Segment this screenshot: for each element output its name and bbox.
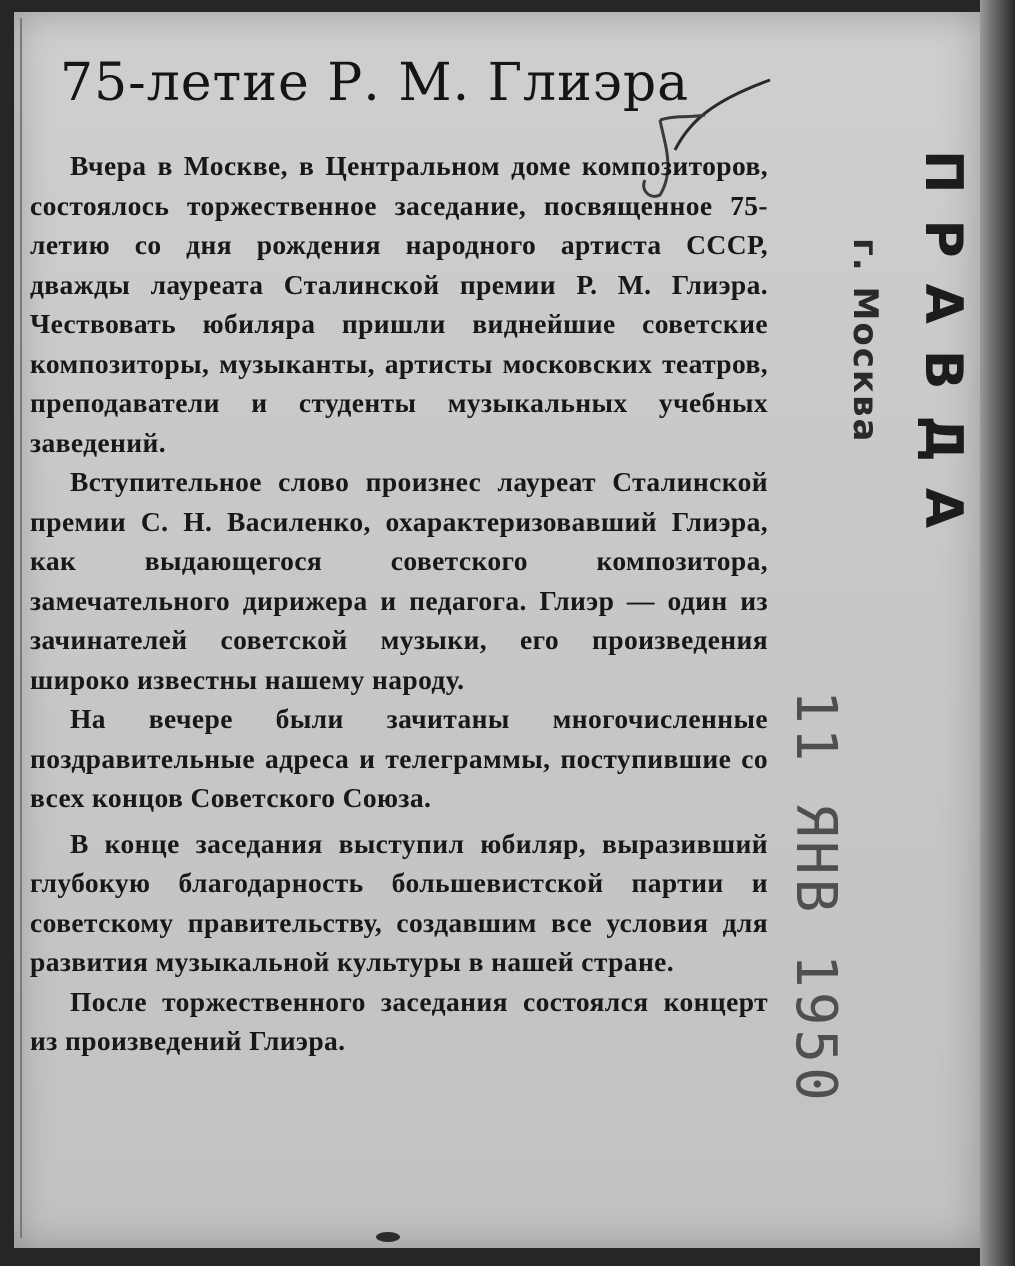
article-paragraph-5: После торжественного заседания состоялся концерт из произведений Глиэра. xyxy=(30,985,768,1056)
article-paragraph-4: В конце заседания выступил юбиляр, выразивший глубокую благодарность большевистской партии и советскому правительству, создавшим все условия для развития музыкальной культуры в нашей стране. xyxy=(30,827,768,977)
article-body xyxy=(30,146,768,1061)
article-title: 75-летие Р. М. Глиэра xyxy=(60,53,690,113)
stamp-city: г. Москва xyxy=(845,238,885,444)
article-paragraph-2: Вступительное слово произнес лауреат Сталинской премии С. Н. Василенко, охарактеризовавший Глиэра, как выдающегося советского композитора, замечательного дирижера и педагога. Глиэр — один из зачинателей советской музыки, его произведения широко известны нашему народу. xyxy=(30,466,768,695)
page-edge xyxy=(980,0,1015,1266)
newspaper-stamp xyxy=(905,150,975,570)
stamp-newspaper-name: ПРАВДА xyxy=(913,150,973,555)
stamp-date: 11 ЯНВ 1950 xyxy=(783,690,848,1105)
article-paragraph-1: Вчера в Москве, в Центральном доме композиторов, состоялось торжественное заседание, посвященное 75-летию со дня рождения народного артиста СССР, дважды лауреата Сталинской премии Р. М. Глиэра. Чествовать юбиляра пришли виднейшие советские композиторы, музыканты, артисты московских театров, преподаватели и студенты музыкальных учебных заведений. xyxy=(30,150,768,458)
article-paragraph-3: На вечере были зачитаны многочисленные поздравительные адреса и телеграммы, поступившие со всех концов Советского Союза. xyxy=(30,703,768,813)
ink-blot xyxy=(376,1232,400,1242)
